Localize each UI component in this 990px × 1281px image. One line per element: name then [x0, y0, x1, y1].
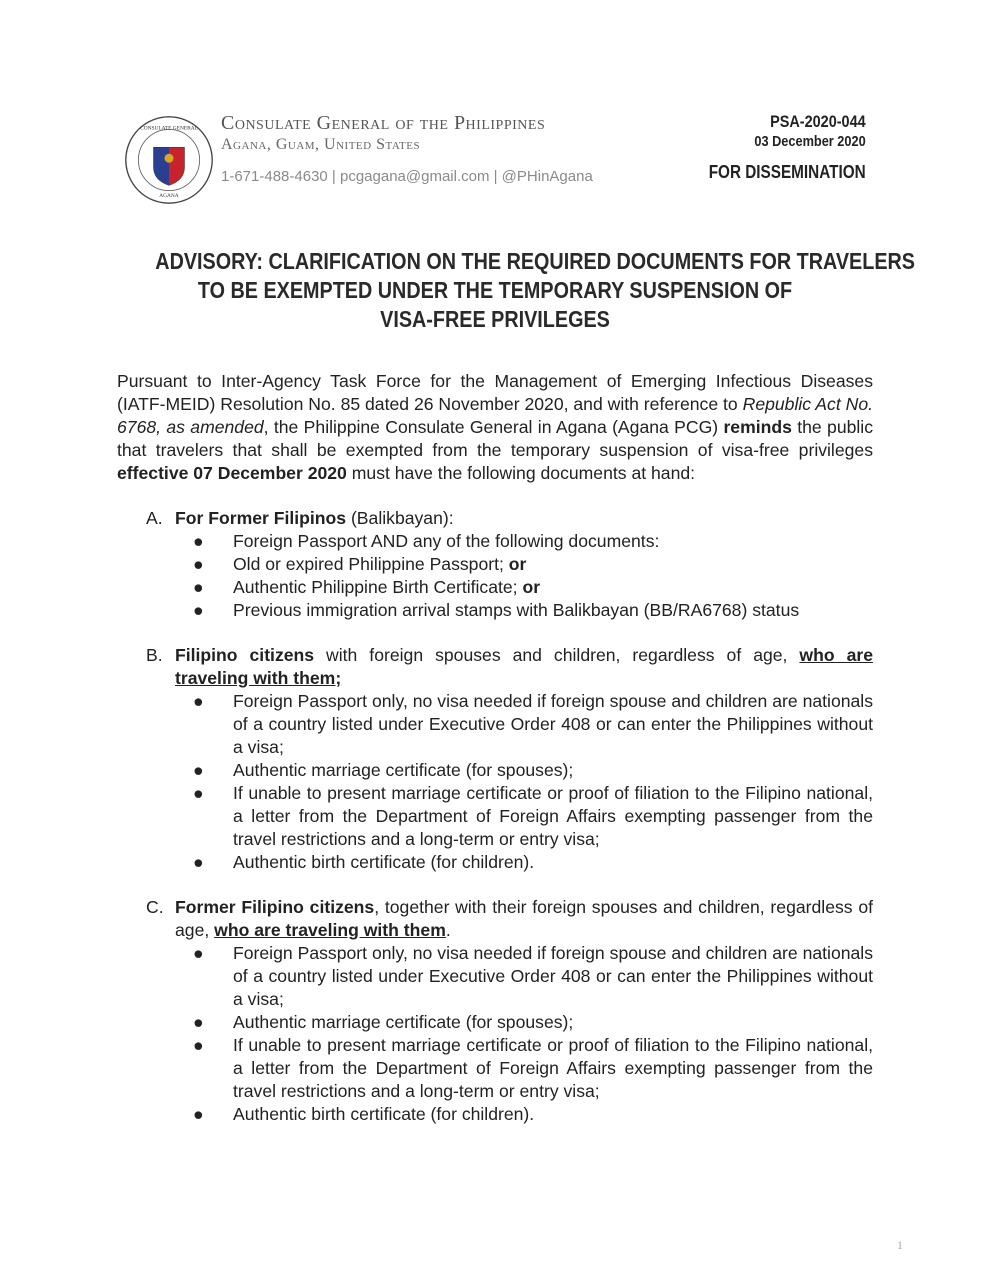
section-c-list [117, 942, 873, 1126]
list-item: ● If unable to present marriage certificate or proof of filiation to the Filipino national, a letter from the Department of Foreign Affairs exempting passenger from the travel restrictions and a long-term or entry visa; [193, 783, 873, 849]
svg-text:AGANA: AGANA [159, 192, 179, 199]
section-c-heading: C. Former Filipino citizens, together with their foreign spouses and children, regardless of age, who are traveling with them. [146, 897, 874, 940]
list-item: ● If unable to present marriage certificate or proof of filiation to the Filipino national, a letter from the Department of Foreign Affairs exempting passenger from the travel restrictions and a long-term or entry visa; [193, 1035, 873, 1101]
section-c [117, 896, 873, 1126]
advisory-meta [709, 112, 866, 183]
list-item: ● Foreign Passport only, no visa needed if foreign spouse and children are nationals of a country listed under Executive Order 408 or can enter the Philippines without a visa; [193, 943, 873, 1009]
advisory-title [155, 247, 916, 334]
title-line-2: TO BE EXEMPTED UNDER THE TEMPORARY SUSPENSION OF [197, 277, 793, 303]
section-a [117, 507, 873, 622]
section-a-list [117, 530, 873, 622]
org-name: Consulate General of the Philippines [221, 112, 546, 134]
republic-act-reference: Republic Act No. 6768, as amended [117, 394, 874, 437]
effective-date: effective 07 December 2020 [117, 463, 347, 483]
svg-text:CONSULATE GENERAL: CONSULATE GENERAL [140, 125, 198, 132]
list-item: ● Foreign Passport AND any of the following documents: [193, 531, 660, 551]
section-b-list [117, 690, 873, 874]
section-b-heading: B. Filipino citizens with foreign spouses and children, regardless of age, who are traveling with them; [146, 645, 873, 688]
list-item: ● Foreign Passport only, no visa needed if foreign spouse and children are nationals of a country listed under Executive Order 408 or can enter the Philippines without a visa; [193, 691, 873, 757]
title-line-3: VISA-FREE PRIVILEGES [380, 306, 610, 332]
page-number: 1 [897, 1238, 903, 1252]
advisory-code: PSA-2020-044 [770, 112, 866, 131]
intro-paragraph: Pursuant to Inter-Agency Task Force for the Management of Emerging Infectious Diseases (IATF-MEID) Resolution No. 85 dated 26 November 2020, and with reference to Republic Act No. 6768, as amended, the Philippine Consulate General in Agana (Agana PCG) reminds the public that travelers that shall be exempted from the temporary suspension of visa-free privileges effective 07 December 2020 must have the following documents at hand: [117, 371, 874, 483]
org-location: Agana, Guam, United States [221, 136, 421, 153]
section-a-heading: A. For Former Filipinos (Balikbayan): [146, 508, 454, 528]
title-line-1: ADVISORY: CLARIFICATION ON THE REQUIRED DOCUMENTS FOR TRAVELERS [155, 248, 916, 274]
consulate-seal-logo [124, 115, 214, 205]
advisory-body [117, 370, 873, 1126]
section-b [117, 644, 873, 874]
advisory-date: 03 December 2020 [754, 133, 866, 150]
list-item: ● Authentic birth certificate (for children). [193, 1104, 535, 1124]
list-item: ● Authentic marriage certificate (for spouses); [193, 760, 574, 780]
org-contact: 1-671-488-4630 | pcgagana@gmail.com | @PHinAgana [221, 168, 593, 185]
dissemination-label: FOR DISSEMINATION [709, 162, 866, 182]
list-item: ● Authentic marriage certificate (for spouses); [193, 1012, 574, 1032]
list-item: ● Authentic Philippine Birth Certificate; or [193, 577, 541, 597]
list-item: ● Previous immigration arrival stamps with Balikbayan (BB/RA6768) status [193, 600, 800, 620]
org-header [221, 112, 593, 185]
list-item: ● Authentic birth certificate (for children). [193, 852, 535, 872]
list-item: ● Old or expired Philippine Passport; or [193, 554, 527, 574]
